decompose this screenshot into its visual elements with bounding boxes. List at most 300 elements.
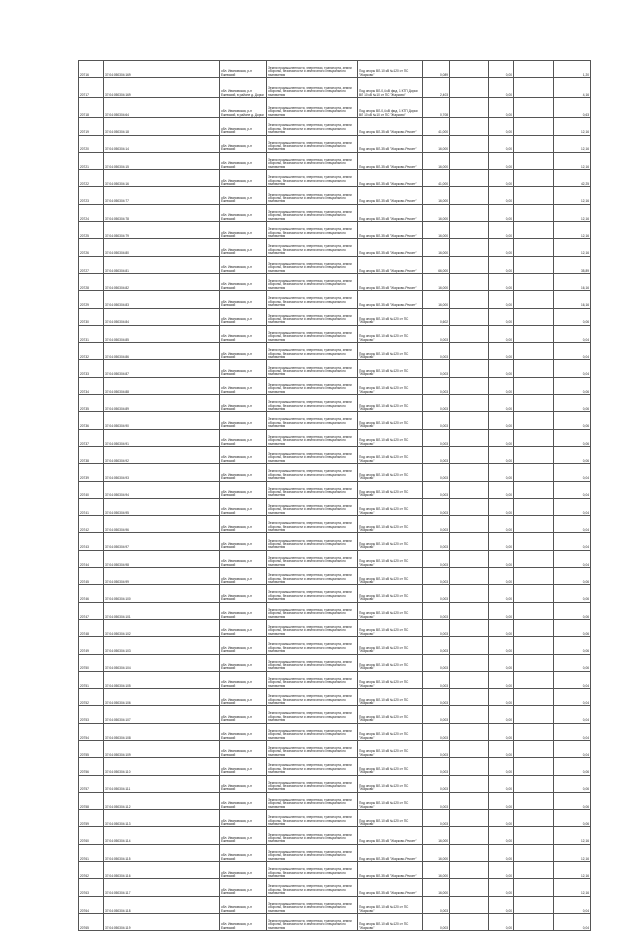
object-purpose: Под опоры ВЛ-0,4 кВ фид. 1 КТП Дорки ВЛ 10 кВ №10 от ПС "Жарково" (358, 78, 423, 98)
table-row (79, 879, 591, 896)
land-category: Земли промышленности, энергетики, транспорта, земли обороны, безопасности и земли иного специального назначения (267, 827, 358, 844)
object-purpose: Под опоры ВЛ-10 кВ №120 от ПС "Жарково" (358, 308, 423, 325)
empty-cell (514, 239, 554, 256)
sum: 0,04 (554, 360, 591, 377)
table-row (79, 325, 591, 342)
object-purpose: Под опоры ВЛ-35 кВ "Жарково-Реконт" (358, 204, 423, 221)
empty-cell (514, 498, 554, 515)
address: обл. Ивановская, р-н Ежевский (220, 619, 267, 636)
land-category: Земли промышленности, энергетики, транспорта, земли обороны, безопасности и земли иного специального назначения (267, 360, 358, 377)
row-number: 20743 (79, 533, 104, 550)
cadastral-number: 37:04:050304:108 (104, 723, 220, 740)
table-row (79, 170, 591, 187)
address: обл. Ивановская, р-н Ежевский (220, 239, 267, 256)
empty-cell (514, 187, 554, 204)
land-category: Земли промышленности, энергетики, транспорта, земли обороны, безопасности и земли иного специального назначения (267, 896, 358, 913)
cadastral-number: 37:04:050304:119 (104, 913, 220, 930)
sum: 1,20 (554, 61, 591, 78)
object-purpose: Под опоры ВЛ-35 кВ "Жарково-Реконт" (358, 135, 423, 152)
empty-cell (450, 98, 489, 118)
land-category: Земли промышленности, энергетики, транспорта, земли обороны, безопасности и земли иного специального назначения (267, 273, 358, 290)
area: 0,003 (423, 913, 450, 930)
sum: 35,89 (554, 256, 591, 273)
area: 16,000 (423, 187, 450, 204)
table-row (79, 222, 591, 239)
table-row (79, 239, 591, 256)
address: обл. Ивановская, р-н Ежевский (220, 862, 267, 879)
empty-cell (450, 170, 489, 187)
address: обл. Ивановская, р-н Ежевский (220, 723, 267, 740)
empty-cell (450, 239, 489, 256)
cadastral-number: 37:04:050304:90 (104, 412, 220, 429)
cadastral-number: 37:04:050304:96 (104, 516, 220, 533)
row-number: 20760 (79, 827, 104, 844)
address: обл. Ивановская, р-н Ежевский (220, 256, 267, 273)
empty-cell (514, 740, 554, 757)
address: обл. Ивановская, р-н Ежевский (220, 740, 267, 757)
table-row (79, 550, 591, 567)
empty-cell (450, 187, 489, 204)
object-purpose: Под опоры ВЛ-10 кВ №120 от ПС "Жарково" (358, 792, 423, 809)
address: обл. Ивановская, р-н Ежевский (220, 637, 267, 654)
sum: 0,04 (554, 723, 591, 740)
object-purpose: Под опоры ВЛ-35 кВ "Жарково-Реконт" (358, 879, 423, 896)
empty-cell (514, 619, 554, 636)
land-category: Земли промышленности, энергетики, транспорта, земли обороны, безопасности и земли иного специального назначения (267, 498, 358, 515)
object-purpose: Под опоры ВЛ-10 кВ №120 от ПС "Жарково" (358, 481, 423, 498)
empty-cell (514, 568, 554, 585)
area: 0,089 (423, 61, 450, 78)
address: обл. Ивановская, р-н Ежевский (220, 516, 267, 533)
document-sheet (78, 60, 589, 931)
land-category: Земли промышленности, энергетики, транспорта, земли обороны, безопасности и земли иного специального назначения (267, 723, 358, 740)
area: 0,003 (423, 671, 450, 688)
table-row (79, 706, 591, 723)
row-number: 20742 (79, 516, 104, 533)
empty-cell (450, 135, 489, 152)
area: 0,003 (423, 602, 450, 619)
address: обл. Ивановская, р-н Ежевский (220, 464, 267, 481)
sum: 12,16 (554, 152, 591, 169)
empty-cell (450, 273, 489, 290)
cadastral-number: 37:04:050304:80 (104, 239, 220, 256)
area: 0,003 (423, 343, 450, 360)
rate: 0,00 (489, 706, 514, 723)
table-row (79, 446, 591, 463)
empty-cell (514, 273, 554, 290)
row-number: 20720 (79, 135, 104, 152)
row-number: 20761 (79, 844, 104, 861)
object-purpose: Под опоры ВЛ-10 кВ №120 от ПС "Жарково" (358, 723, 423, 740)
cadastral-number: 37:04:050304:15 (104, 152, 220, 169)
address: обл. Ивановская, р-н Ежевский (220, 792, 267, 809)
empty-cell (514, 118, 554, 135)
address: обл. Ивановская, р-н Ежевский (220, 758, 267, 775)
area: 0,003 (423, 689, 450, 706)
empty-cell (514, 308, 554, 325)
row-number: 20734 (79, 377, 104, 394)
empty-cell (514, 429, 554, 446)
rate: 0,00 (489, 222, 514, 239)
address: обл. Ивановская, р-н Ежевский (220, 395, 267, 412)
rate: 0,00 (489, 602, 514, 619)
object-purpose: Под опоры ВЛ-35 кВ "Жарково-Реконт" (358, 862, 423, 879)
row-number: 20757 (79, 775, 104, 792)
cadastral-number: 37:04:050304:86 (104, 343, 220, 360)
address: обл. Ивановская, р-н Ежевский (220, 844, 267, 861)
cadastral-number: 37:04:050304:102 (104, 619, 220, 636)
row-number: 20765 (79, 913, 104, 930)
empty-cell (450, 78, 489, 98)
area: 0,003 (423, 568, 450, 585)
land-category: Земли промышленности, энергетики, транспорта, земли обороны, безопасности и земли иного специального назначения (267, 481, 358, 498)
table-row (79, 810, 591, 827)
area: 0,602 (423, 308, 450, 325)
row-number: 20721 (79, 152, 104, 169)
address: обл. Ивановская, р-н Ежевский (220, 152, 267, 169)
area: 16,000 (423, 291, 450, 308)
land-category: Земли промышленности, энергетики, транспорта, земли обороны, безопасности и земли иного специального назначения (267, 464, 358, 481)
empty-cell (514, 395, 554, 412)
empty-cell (450, 516, 489, 533)
area: 0,003 (423, 654, 450, 671)
row-number: 20717 (79, 78, 104, 98)
table-row (79, 568, 591, 585)
empty-cell (514, 98, 554, 118)
rate: 0,00 (489, 516, 514, 533)
cadastral-number: 37:04:050304:85 (104, 325, 220, 342)
object-purpose: Под опоры ВЛ-10 кВ №120 от ПС "Жарково" (358, 377, 423, 394)
address: обл. Ивановская, р-н Ежевский (220, 827, 267, 844)
table-row (79, 308, 591, 325)
empty-cell (514, 446, 554, 463)
cadastral-number: 37:04:050304:109 (104, 740, 220, 757)
table-row (79, 273, 591, 290)
address: обл. Ивановская, р-н Ежевский (220, 568, 267, 585)
sum: 12,16 (554, 135, 591, 152)
empty-cell (450, 619, 489, 636)
land-category: Земли промышленности, энергетики, транспорта, земли обороны, безопасности и земли иного специального назначения (267, 239, 358, 256)
address: обл. Ивановская, р-н Ежевский (220, 498, 267, 515)
object-purpose: Под опоры ВЛ-10 кВ №120 от ПС "Жарково" (358, 464, 423, 481)
empty-cell (514, 689, 554, 706)
cadastral-number: 37:04:050304:107 (104, 706, 220, 723)
empty-cell (450, 204, 489, 221)
sum: 12,16 (554, 844, 591, 861)
empty-cell (514, 827, 554, 844)
rate: 0,00 (489, 187, 514, 204)
address: обл. Ивановская, р-н Ежевский (220, 654, 267, 671)
rate: 0,00 (489, 568, 514, 585)
rate: 0,00 (489, 360, 514, 377)
rate: 0,00 (489, 913, 514, 930)
cadastral-number: 37:04:050304:83 (104, 291, 220, 308)
empty-cell (450, 844, 489, 861)
empty-cell (450, 758, 489, 775)
object-purpose: Под опоры ВЛ-10 кВ №120 от ПС "Жарково" (358, 654, 423, 671)
empty-cell (514, 204, 554, 221)
empty-cell (514, 637, 554, 654)
area: 16,000 (423, 204, 450, 221)
object-purpose: Под опоры ВЛ-35 кВ "Жарково-Реконт" (358, 273, 423, 290)
address: обл. Ивановская, р-н Ежевский (220, 204, 267, 221)
address: обл. Ивановская, р-н Ежевский, в районе д. Дорки (220, 78, 267, 98)
empty-cell (450, 395, 489, 412)
cadastral-number: 37:04:050304:110 (104, 758, 220, 775)
row-number: 20744 (79, 550, 104, 567)
cadastral-number: 37:04:050304:115 (104, 844, 220, 861)
empty-cell (514, 844, 554, 861)
table-row (79, 585, 591, 602)
rate: 0,00 (489, 291, 514, 308)
area: 16,000 (423, 222, 450, 239)
empty-cell (450, 792, 489, 809)
address: обл. Ивановская, р-н Ежевский (220, 706, 267, 723)
sum: 0,06 (554, 585, 591, 602)
area: 0,003 (423, 792, 450, 809)
sum: 16,16 (554, 273, 591, 290)
address: обл. Ивановская, р-н Ежевский, в районе д. Дорки (220, 98, 267, 118)
row-number: 20729 (79, 291, 104, 308)
land-category: Земли промышленности, энергетики, транспорта, земли обороны, безопасности и земли иного специального назначения (267, 377, 358, 394)
sum: 12,16 (554, 204, 591, 221)
land-category: Земли промышленности, энергетики, транспорта, земли обороны, безопасности и земли иного специального назначения (267, 758, 358, 775)
address: обл. Ивановская, р-н Ежевский (220, 481, 267, 498)
object-purpose: Под опоры ВЛ-10 кВ №120 от ПС "Жарково" (358, 810, 423, 827)
cadastral-number: 37:04:050304:97 (104, 533, 220, 550)
cadastral-number: 37:04:050304:95 (104, 498, 220, 515)
land-category: Земли промышленности, энергетики, транспорта, земли обороны, безопасности и земли иного специального назначения (267, 550, 358, 567)
cadastral-number: 37:04:050304:101 (104, 602, 220, 619)
row-number: 20749 (79, 637, 104, 654)
sum: 0,04 (554, 343, 591, 360)
area: 0,003 (423, 896, 450, 913)
rate: 0,00 (489, 481, 514, 498)
land-category: Земли промышленности, энергетики, транспорта, земли обороны, безопасности и земли иного специального назначения (267, 792, 358, 809)
object-purpose: Под опоры ВЛ-35 кВ "Жарково-Реконт" (358, 291, 423, 308)
table-row (79, 775, 591, 792)
address: обл. Ивановская, р-н Ежевский (220, 377, 267, 394)
rate: 0,00 (489, 862, 514, 879)
row-number: 20741 (79, 498, 104, 515)
sum: 12,16 (554, 879, 591, 896)
land-category: Земли промышленности, энергетики, транспорта, земли обороны, безопасности и земли иного специального назначения (267, 775, 358, 792)
cadastral-number: 37:04:050304:79 (104, 222, 220, 239)
sum: 0,06 (554, 792, 591, 809)
cadastral-number: 37:04:050304:105 (104, 671, 220, 688)
rate: 0,00 (489, 61, 514, 78)
rate: 0,00 (489, 325, 514, 342)
row-number: 20733 (79, 360, 104, 377)
cadastral-number: 37:04:050304:78 (104, 204, 220, 221)
land-category: Земли промышленности, энергетики, транспорта, земли обороны, безопасности и земли иного специального назначения (267, 810, 358, 827)
empty-cell (514, 775, 554, 792)
empty-cell (514, 533, 554, 550)
empty-cell (514, 810, 554, 827)
rate: 0,00 (489, 723, 514, 740)
area: 16,000 (423, 273, 450, 290)
row-number: 20722 (79, 170, 104, 187)
address: обл. Ивановская, р-н Ежевский (220, 585, 267, 602)
row-number: 20753 (79, 706, 104, 723)
area: 16,000 (423, 827, 450, 844)
empty-cell (450, 412, 489, 429)
area: 0,003 (423, 377, 450, 394)
empty-cell (450, 464, 489, 481)
empty-cell (514, 862, 554, 879)
empty-cell (450, 343, 489, 360)
empty-cell (450, 61, 489, 78)
table-row (79, 758, 591, 775)
rate: 0,00 (489, 239, 514, 256)
cadastral-number: 37:04:050304:77 (104, 187, 220, 204)
empty-cell (450, 706, 489, 723)
land-category: Земли промышленности, энергетики, транспорта, земли обороны, безопасности и земли иного специального назначения (267, 343, 358, 360)
sum: 0,04 (554, 550, 591, 567)
cadastral-number: 37:04:050304:81 (104, 256, 220, 273)
land-category: Земли промышленности, энергетики, транспорта, земли обороны, безопасности и земли иного специального назначения (267, 429, 358, 446)
row-number: 20726 (79, 239, 104, 256)
rate: 0,00 (489, 792, 514, 809)
land-category: Земли промышленности, энергетики, транспорта, земли обороны, безопасности и земли иного специального назначения (267, 568, 358, 585)
rate: 0,00 (489, 654, 514, 671)
sum: 0,06 (554, 775, 591, 792)
rate: 0,00 (489, 204, 514, 221)
parcel-table-body (79, 61, 591, 931)
row-number: 20724 (79, 204, 104, 221)
empty-cell (514, 654, 554, 671)
rate: 0,00 (489, 619, 514, 636)
rate: 0,00 (489, 879, 514, 896)
object-purpose: Под опоры ВЛ-0,4 кВ фид. 1 КТП Дорки ВЛ 10 кВ №10 от ПС "Жарково" (358, 98, 423, 118)
empty-cell (514, 913, 554, 930)
empty-cell (514, 585, 554, 602)
sum: 4,16 (554, 78, 591, 98)
land-category: Земли промышленности, энергетики, транспорта, земли обороны, безопасности и земли иного специального назначения (267, 671, 358, 688)
rate: 0,00 (489, 464, 514, 481)
sum: 0,06 (554, 412, 591, 429)
sum: 0,04 (554, 706, 591, 723)
cadastral-number: 37:04:050304:117 (104, 879, 220, 896)
rate: 0,00 (489, 498, 514, 515)
object-purpose: Под опоры ВЛ-10 кВ №120 от ПС "Жарково" (358, 775, 423, 792)
land-category: Земли промышленности, энергетики, транспорта, земли обороны, безопасности и земли иного специального назначения (267, 619, 358, 636)
cadastral-number: 37:04:050304:87 (104, 360, 220, 377)
table-row (79, 740, 591, 757)
empty-cell (450, 602, 489, 619)
area: 0,003 (423, 360, 450, 377)
empty-cell (450, 810, 489, 827)
cadastral-number: 37:04:050304:99 (104, 568, 220, 585)
table-row (79, 498, 591, 515)
object-purpose: Под опоры ВЛ-10 кВ №120 от ПС "Жарково" (358, 325, 423, 342)
empty-cell (514, 792, 554, 809)
sum: 42,25 (554, 170, 591, 187)
cadastral-number: 37:04:050304:93 (104, 464, 220, 481)
row-number: 20716 (79, 61, 104, 78)
address: обл. Ивановская, р-н Ежевский (220, 689, 267, 706)
rate: 0,00 (489, 412, 514, 429)
rate: 0,00 (489, 671, 514, 688)
table-row (79, 516, 591, 533)
row-number: 20719 (79, 118, 104, 135)
sum: 0,04 (554, 498, 591, 515)
sum: 12,16 (554, 827, 591, 844)
empty-cell (514, 360, 554, 377)
sum: 0,06 (554, 758, 591, 775)
rate: 0,00 (489, 395, 514, 412)
object-purpose: Под опоры ВЛ-10 кВ №120 от ПС "Жарково" (358, 516, 423, 533)
sum: 0,06 (554, 377, 591, 394)
address: обл. Ивановская, р-н Ежевский (220, 308, 267, 325)
empty-cell (450, 152, 489, 169)
table-row (79, 913, 591, 930)
cadastral-number: 37:04:050304:84 (104, 308, 220, 325)
area: 0,003 (423, 585, 450, 602)
area: 0,003 (423, 481, 450, 498)
sum: 0,04 (554, 325, 591, 342)
rate: 0,00 (489, 775, 514, 792)
table-row (79, 412, 591, 429)
sum: 0,06 (554, 308, 591, 325)
empty-cell (514, 758, 554, 775)
object-purpose: Под опоры ВЛ-10 кВ №120 от ПС "Жарково" (358, 446, 423, 463)
table-row (79, 481, 591, 498)
object-purpose: Под опоры ВЛ-10 кВ №120 от ПС "Жарково" (358, 602, 423, 619)
sum: 0,04 (554, 671, 591, 688)
empty-cell (514, 291, 554, 308)
rate: 0,00 (489, 152, 514, 169)
area: 0,003 (423, 464, 450, 481)
empty-cell (514, 152, 554, 169)
rate: 0,00 (489, 810, 514, 827)
cadastral-number: 37:04:050304:103 (104, 637, 220, 654)
cadastral-number: 37:04:050304:16 (104, 170, 220, 187)
row-number: 20746 (79, 585, 104, 602)
cadastral-number: 37:04:050304:92 (104, 446, 220, 463)
object-purpose: Под опоры ВЛ-35 кВ "Жарково-Реконт" (358, 256, 423, 273)
cadastral-number: 37:04:050304:91 (104, 429, 220, 446)
empty-cell (450, 308, 489, 325)
object-purpose: Под опоры ВЛ-10 кВ №120 от ПС "Жарково" (358, 619, 423, 636)
land-category: Земли промышленности, энергетики, транспорта, земли обороны, безопасности и земли иного специального назначения (267, 412, 358, 429)
table-row (79, 135, 591, 152)
rate: 0,00 (489, 896, 514, 913)
table-row (79, 723, 591, 740)
area: 0,003 (423, 637, 450, 654)
empty-cell (514, 723, 554, 740)
object-purpose: Под опоры ВЛ-35 кВ "Жарково-Реконт" (358, 844, 423, 861)
row-number: 20735 (79, 395, 104, 412)
row-number: 20750 (79, 654, 104, 671)
rate: 0,00 (489, 170, 514, 187)
rate: 0,00 (489, 446, 514, 463)
sum: 0,06 (554, 568, 591, 585)
land-category: Земли промышленности, энергетики, транспорта, земли обороны, безопасности и земли иного специального назначения (267, 516, 358, 533)
land-category: Земли промышленности, энергетики, транспорта, земли обороны, безопасности и земли иного специального назначения (267, 291, 358, 308)
empty-cell (450, 481, 489, 498)
row-number: 20763 (79, 879, 104, 896)
cadastral-number: 37:04:050304:169 (104, 78, 220, 98)
address: обл. Ивановская, р-н Ежевский (220, 360, 267, 377)
sum: 0,06 (554, 395, 591, 412)
sum: 0,04 (554, 689, 591, 706)
empty-cell (450, 879, 489, 896)
empty-cell (450, 913, 489, 930)
row-number: 20745 (79, 568, 104, 585)
row-number: 20728 (79, 273, 104, 290)
empty-cell (450, 689, 489, 706)
